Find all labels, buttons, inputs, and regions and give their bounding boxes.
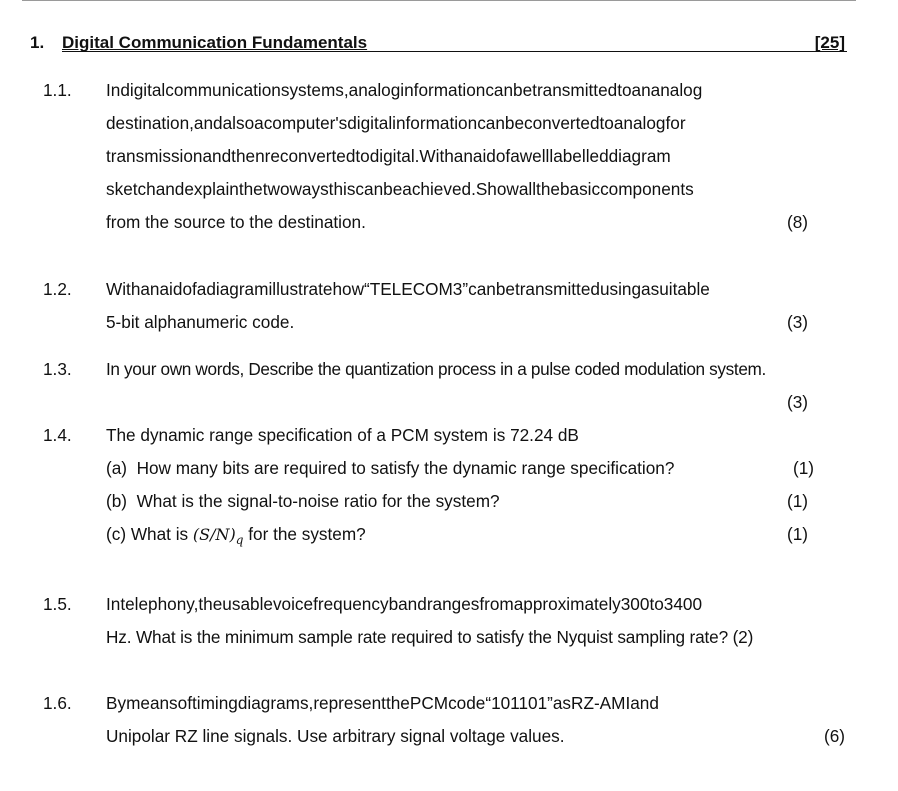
word: With [106, 279, 141, 299]
part-a [106, 452, 674, 485]
text-line: Unipolar RZ line signals. Use arbitrary signal voltage values. [106, 726, 565, 746]
part-c [106, 518, 366, 557]
word: voice [272, 594, 314, 614]
text-line [106, 140, 847, 173]
word: converted [524, 113, 600, 133]
word: information [400, 80, 486, 100]
question-text [106, 588, 847, 654]
word: an [453, 146, 473, 166]
question-number: 1.1. [43, 80, 72, 100]
word: PCM [409, 693, 449, 713]
word: timing [192, 693, 238, 713]
word: means [126, 693, 178, 713]
part-label: (b) [106, 491, 128, 511]
word: a [196, 279, 207, 299]
math-main: (S/N) [192, 525, 236, 544]
section-heading [30, 32, 847, 54]
word: code [448, 693, 486, 713]
question-number: 1.4. [43, 425, 72, 445]
word: diagrams, [237, 693, 314, 713]
word: achieved. [402, 179, 476, 199]
part-label: (a) [106, 458, 128, 478]
section-number: 1. [30, 33, 45, 52]
part-b [106, 485, 500, 518]
word: from [479, 594, 514, 614]
word: be [495, 279, 515, 299]
word: all [518, 179, 537, 199]
word: transmission [106, 146, 203, 166]
word: In [106, 594, 121, 614]
part-b-marks: (1) [786, 491, 808, 511]
text-line: 5-bit alphanumeric code. [106, 312, 295, 332]
question-marks: (3) [786, 312, 808, 332]
word: communication [165, 80, 281, 100]
question-text [106, 353, 847, 386]
word: RZ-AMI [571, 693, 631, 713]
question-number: 1.6. [43, 693, 72, 713]
part-a-marks: (1) [792, 458, 814, 478]
word: the [536, 179, 560, 199]
word: a [254, 113, 264, 133]
word: can [485, 80, 514, 100]
word: for [665, 113, 686, 133]
word: frequency [313, 594, 389, 614]
question-marks: (3) [786, 392, 808, 412]
word: the [198, 594, 223, 614]
text-line [106, 588, 847, 621]
question-number: 1.5. [43, 594, 72, 614]
question-marks: (8) [786, 212, 808, 232]
text-line [106, 173, 847, 206]
word: With [419, 146, 454, 166]
word: suitable [650, 279, 710, 299]
word: using [599, 279, 642, 299]
word: 3400 [663, 594, 703, 614]
word: illustrate [268, 279, 333, 299]
section-marks: [25] [814, 33, 845, 52]
word: represent [313, 693, 386, 713]
question-text [106, 273, 847, 339]
word: be [504, 113, 525, 133]
word: analog [613, 113, 666, 133]
part-text: What is the signal-to-noise ratio for the system? [136, 491, 500, 511]
word: an [631, 80, 651, 100]
word: can [477, 113, 505, 133]
word: transmitted [514, 279, 600, 299]
word: digital [347, 113, 393, 133]
word: By [106, 693, 127, 713]
word: “TELECOM [363, 279, 453, 299]
word: can [355, 179, 384, 199]
question-number: 1.3. [43, 359, 72, 379]
word: ways [289, 179, 329, 199]
question-stem: The dynamic range specification of a PCM system is 72.24 dB [106, 425, 579, 445]
word: 300 [620, 594, 650, 614]
word: how [332, 279, 364, 299]
word: of [177, 693, 192, 713]
word: ranges [426, 594, 480, 614]
word: be [513, 80, 533, 100]
word: the [385, 693, 410, 713]
word: as [552, 693, 572, 713]
word: aid [472, 146, 496, 166]
word: of [182, 279, 197, 299]
part-c-marks: (1) [786, 524, 808, 544]
word: diagram [608, 146, 671, 166]
word: and [630, 693, 659, 713]
word: systems, [280, 80, 349, 100]
word: aid [159, 279, 183, 299]
word: basic [559, 179, 601, 199]
word: destination, [106, 113, 194, 133]
question-number: 1.2. [43, 279, 72, 299]
top-rule [22, 0, 856, 1]
word: In [106, 80, 121, 100]
word: transmitted [532, 80, 618, 100]
part-text: for the system? [248, 524, 366, 544]
text-line [106, 107, 847, 140]
word: also [222, 113, 255, 133]
word: then [231, 146, 265, 166]
word: sketch [106, 179, 156, 199]
word: an [140, 279, 160, 299]
question-text [106, 74, 847, 239]
text-line: from the source to the destination. [106, 212, 366, 232]
text-line [106, 687, 847, 720]
word: the [238, 179, 263, 199]
part-label: (c) [106, 524, 127, 544]
word: telephony, [120, 594, 199, 614]
word: information [392, 113, 478, 133]
word: reconverted [264, 146, 356, 166]
word: well [519, 146, 550, 166]
question-marks: (6) [823, 726, 845, 746]
word: Show [475, 179, 519, 199]
word: to [649, 594, 664, 614]
word: computer's [263, 113, 348, 133]
word: digital. [369, 146, 420, 166]
text-line: Hz. What is the minimum sample rate required to satisfy the Nyquist sampling rate? (2) [106, 627, 754, 647]
word: components [600, 179, 694, 199]
word: this [328, 179, 356, 199]
text-line: In your own words, Describe the quantization process in a pulse coded modulation system. [106, 359, 766, 379]
text-line [106, 273, 847, 306]
word: explain [184, 179, 239, 199]
question-text [106, 419, 847, 452]
word: of [495, 146, 511, 166]
word: “101101” [485, 693, 553, 713]
word: to [355, 146, 370, 166]
word: 3” [452, 279, 469, 299]
word: digital [120, 80, 166, 100]
question-text [106, 687, 847, 753]
word: and [202, 146, 232, 166]
word: be [383, 179, 403, 199]
word: analog [348, 80, 401, 100]
word: diagram [206, 279, 269, 299]
word: labelled [549, 146, 609, 166]
word: and [155, 179, 185, 199]
word: to [599, 113, 614, 133]
word: and [193, 113, 223, 133]
text-line [106, 74, 847, 107]
word: two [262, 179, 290, 199]
part-text: How many bits are required to satisfy the dynamic range specification? [136, 458, 675, 478]
word: to [617, 80, 632, 100]
word: band [388, 594, 427, 614]
word: usable [222, 594, 273, 614]
word: analog [650, 80, 703, 100]
part-text: What is [130, 524, 189, 544]
word: a [641, 279, 651, 299]
section-title: Digital Communication Fundamentals [62, 33, 368, 52]
word: a [510, 146, 520, 166]
math-expression [192, 525, 244, 548]
word: approximately [513, 594, 621, 614]
math-subscript: q [235, 533, 244, 548]
word: can [468, 279, 496, 299]
